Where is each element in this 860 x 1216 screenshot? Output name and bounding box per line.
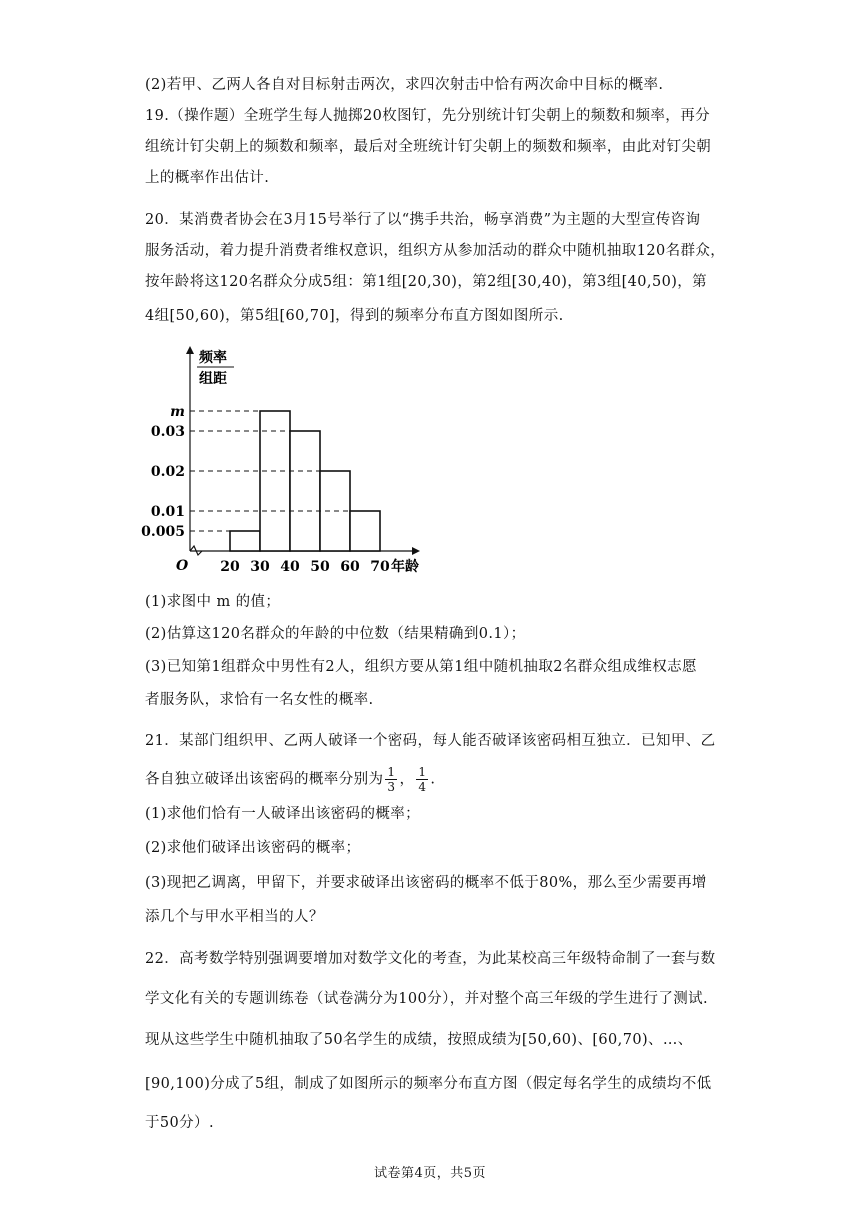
y-tick-label: 0.005 <box>141 524 185 540</box>
x-tick-label: 40 <box>280 559 300 575</box>
q19-line3: 上的概率作出估计. <box>145 170 270 186</box>
histogram-bar <box>230 531 260 551</box>
x-axis-label: 年龄 <box>391 559 419 575</box>
q22-line4: [90,100)分成了5组，制成了如图所示的频率分布直方图（假定每名学生的成绩均不低 <box>145 1076 712 1092</box>
fraction-one-quarter: $\frac{1}{4}$ <box>418 765 427 794</box>
y-axis-label-denominator: 组距 <box>199 371 227 387</box>
x-axis-arrow <box>412 547 420 555</box>
y-axis-label-numerator: 频率 <box>199 350 227 366</box>
q21-line2-text: 各自独立破译出该密码的概率分别为 <box>145 771 384 788</box>
q21-part3-line1: (3)现把乙调离，甲留下，并要求破译出该密码的概率不低于80%，那么至少需要再增 <box>145 875 707 891</box>
y-axis-arrow <box>186 346 194 354</box>
q18-part2: (2)若甲、乙两人各自对目标射击两次，求四次射击中恰有两次命中目标的概率. <box>145 77 664 93</box>
y-tick-label: 0.03 <box>150 424 185 440</box>
histogram-bar <box>290 431 320 551</box>
q20-part3-line1: (3)已知第1组群众中男性有2人，组织方要从第1组中随机抽取2名群众组成维权志愿 <box>145 659 697 675</box>
fraction-one-third: $\frac{1}{3}$ <box>387 765 396 794</box>
q20-line2: 服务活动，着力提升消费者维权意识，组织方从参加活动的群众中随机抽取120名群众， <box>145 243 726 259</box>
q21-part1: (1)求他们恰有一人破译出该密码的概率； <box>145 806 421 822</box>
q21-period: . <box>430 771 436 788</box>
y-tick-label: 0.02 <box>150 464 185 480</box>
q20-line1: 20．某消费者协会在3月15号举行了以“携手共治，畅享消费”为主题的大型宣传咨询 <box>145 212 701 228</box>
y-tick-label: 0.01 <box>150 504 185 520</box>
histogram-bar <box>260 411 290 551</box>
q22-line1: 22．高考数学特别强调要增加对数学文化的考查，为此某校高三年级特命制了一套与数 <box>145 951 716 967</box>
age-histogram <box>140 340 440 575</box>
y-tick-label: m <box>170 404 185 420</box>
q22-line3: 现从这些学生中随机抽取了50名学生的成绩，按照成绩为[50,60)、[60,70)、…、 <box>145 1032 693 1048</box>
x-tick-label: 30 <box>250 559 270 575</box>
q21-part3-line2: 添几个与甲水平相当的人？ <box>145 909 324 925</box>
origin-label: O <box>176 558 189 574</box>
q22-line5: 于50分）. <box>145 1115 214 1131</box>
histogram-bar <box>350 511 380 551</box>
q21-separator: ， <box>399 771 415 788</box>
q22-line2: 学文化有关的专题训练卷（试卷满分为100分），并对整个高三年级的学生进行了测试. <box>145 991 709 1007</box>
q20-part1: (1)求图中 m 的值； <box>145 594 281 610</box>
q21-part2: (2)求他们破译出该密码的概率； <box>145 840 361 856</box>
page-footer: 试卷第4页，共5页 <box>373 1166 487 1181</box>
q20-part2: (2)估算这120名群众的年龄的中位数（结果精确到0.1）； <box>145 626 526 642</box>
q21-line1: 21．某部门组织甲、乙两人破译一个密码，每人能否破译该密码相互独立．已知甲、乙 <box>145 733 716 749</box>
q21-line2 <box>145 765 725 794</box>
x-tick-label: 50 <box>310 559 330 575</box>
q20-line4: 4组[50,60)，第5组[60,70]，得到的频率分布直方图如图所示. <box>145 308 564 324</box>
x-tick-label: 20 <box>220 559 240 575</box>
x-tick-label: 70 <box>370 559 390 575</box>
x-tick-label: 60 <box>340 559 360 575</box>
q20-part3-line2: 者服务队，求恰有一名女性的概率. <box>145 692 374 708</box>
q20-line3: 按年龄将这120名群众分成5组：第1组[20,30)，第2组[30,40)，第3组[40,50)，第 <box>145 274 708 290</box>
q19-line2: 组统计钉尖朝上的频数和频率，最后对全班统计钉尖朝上的频数和频率，由此对钉尖朝 <box>145 139 712 155</box>
q19-line1: 19.（操作题）全班学生每人抛掷20枚图钉，先分别统计钉尖朝上的频数和频率，再分 <box>145 108 711 124</box>
